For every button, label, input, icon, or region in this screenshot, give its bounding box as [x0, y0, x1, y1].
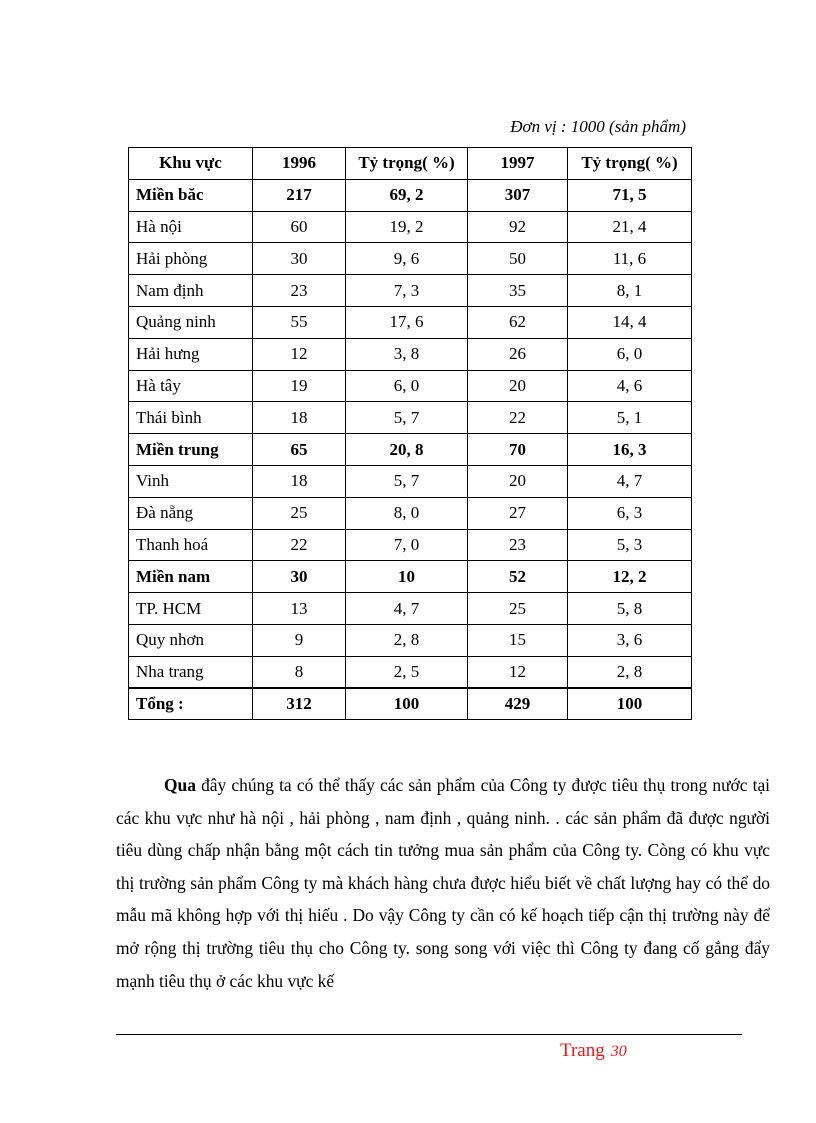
value-1997: 20	[468, 370, 568, 402]
share-1997: 11, 6	[568, 243, 692, 275]
value-1996: 18	[253, 465, 346, 497]
share-1997: 5, 1	[568, 402, 692, 434]
share-1996: 69, 2	[346, 179, 468, 211]
region-name: Miền nam	[129, 561, 253, 593]
share-1997: 71, 5	[568, 179, 692, 211]
value-1996: 23	[253, 275, 346, 307]
share-1996: 20, 8	[346, 434, 468, 466]
total-1996: 312	[253, 688, 346, 720]
share-1996: 8, 0	[346, 497, 468, 529]
value-1997: 27	[468, 497, 568, 529]
share-1996: 4, 7	[346, 593, 468, 625]
value-1996: 22	[253, 529, 346, 561]
table-row	[129, 211, 692, 243]
share-1997: 8, 1	[568, 275, 692, 307]
share-1997: 4, 7	[568, 465, 692, 497]
share-1997: 21, 4	[568, 211, 692, 243]
share-1996: 2, 8	[346, 624, 468, 656]
table-row	[129, 338, 692, 370]
table-header-row	[129, 148, 692, 180]
value-1997: 15	[468, 624, 568, 656]
table-row	[129, 529, 692, 561]
share-1996: 6, 0	[346, 370, 468, 402]
region-name: TP. HCM	[129, 593, 253, 625]
value-1997: 62	[468, 306, 568, 338]
region-name: Hà nội	[129, 211, 253, 243]
share-1996: 19, 2	[346, 211, 468, 243]
value-1996: 19	[253, 370, 346, 402]
share-1997: 14, 4	[568, 306, 692, 338]
region-name: Hà tây	[129, 370, 253, 402]
region-name: Quy nhơn	[129, 624, 253, 656]
share-1996: 7, 3	[346, 275, 468, 307]
table-row	[129, 243, 692, 275]
table-row	[129, 465, 692, 497]
share-1997: 4, 6	[568, 370, 692, 402]
share-1997: 2, 8	[568, 656, 692, 688]
share-1997: 3, 6	[568, 624, 692, 656]
total-share-1997: 100	[568, 688, 692, 720]
page-label: Trang	[560, 1040, 605, 1061]
table-row	[129, 179, 692, 211]
value-1997: 70	[468, 434, 568, 466]
value-1997: 52	[468, 561, 568, 593]
value-1996: 12	[253, 338, 346, 370]
table-row	[129, 402, 692, 434]
page-number-value: 30	[610, 1043, 627, 1060]
value-1996: 30	[253, 243, 346, 275]
table-row	[129, 497, 692, 529]
value-1997: 12	[468, 656, 568, 688]
share-1997: 12, 2	[568, 561, 692, 593]
value-1996: 65	[253, 434, 346, 466]
region-name: Hải phòng	[129, 243, 253, 275]
share-1996: 17, 6	[346, 306, 468, 338]
value-1997: 307	[468, 179, 568, 211]
share-1996: 5, 7	[346, 465, 468, 497]
table-row	[129, 434, 692, 466]
region-name: Miền băc	[129, 179, 253, 211]
region-name: Thái bình	[129, 402, 253, 434]
value-1997: 22	[468, 402, 568, 434]
header-share-1996: Tỷ trọng( %)	[346, 148, 468, 180]
share-1997: 6, 3	[568, 497, 692, 529]
region-name: Đà nẵng	[129, 497, 253, 529]
unit-note: Đơn vị : 1000 (sản phẩm)	[510, 117, 686, 136]
region-name: Quảng ninh	[129, 306, 253, 338]
total-label: Tổng :	[129, 688, 253, 720]
table-row	[129, 306, 692, 338]
table-row	[129, 624, 692, 656]
value-1997: 23	[468, 529, 568, 561]
share-1996: 5, 7	[346, 402, 468, 434]
share-1996: 10	[346, 561, 468, 593]
value-1996: 217	[253, 179, 346, 211]
total-share-1996: 100	[346, 688, 468, 720]
region-name: Vinh	[129, 465, 253, 497]
footer-divider	[116, 1034, 742, 1035]
table-row	[129, 370, 692, 402]
share-1997: 16, 3	[568, 434, 692, 466]
value-1997: 35	[468, 275, 568, 307]
total-1997: 429	[468, 688, 568, 720]
table-total-row	[129, 688, 692, 720]
share-1997: 6, 0	[568, 338, 692, 370]
region-name: Hải hưng	[129, 338, 253, 370]
share-1996: 2, 5	[346, 656, 468, 688]
paragraph-text: đây chúng ta có thể thấy các sản phẩm của Công ty được tiêu thụ trong nước tại các khu vực như hà nội , hải phòng , nam định , quảng ninh. . các sản phẩm đã được người tiêu dùng chấp nhận bằng một cách tin tưởng mua sản phẩm của Công ty. Còng có khu vực thị trường sản phẩm Công ty mà khách hàng chưa được hiểu biết về chất lượng hay có thể do mẫu mã không hợp với thị hiếu . Do vậy Công ty cần có kế hoạch tiếp cận thị trường này để mở rộng thị trường tiêu thụ cho Công ty. song song với việc thì Công ty đang cố gắng đẩy mạnh tiêu thụ ở các khu vực kế	[116, 775, 770, 991]
value-1996: 8	[253, 656, 346, 688]
region-name: Nha trang	[129, 656, 253, 688]
value-1997: 26	[468, 338, 568, 370]
value-1996: 13	[253, 593, 346, 625]
region-name: Miền trung	[129, 434, 253, 466]
body-paragraph	[116, 769, 770, 997]
share-1996: 9, 6	[346, 243, 468, 275]
sales-by-region-table	[128, 147, 692, 720]
value-1996: 55	[253, 306, 346, 338]
paragraph-first-word: Qua	[164, 775, 196, 795]
value-1997: 20	[468, 465, 568, 497]
value-1996: 30	[253, 561, 346, 593]
table-row	[129, 275, 692, 307]
header-share-1997: Tỷ trọng( %)	[568, 148, 692, 180]
page-number	[560, 1040, 627, 1062]
value-1996: 25	[253, 497, 346, 529]
value-1996: 60	[253, 211, 346, 243]
table-row	[129, 656, 692, 688]
header-1996: 1996	[253, 148, 346, 180]
share-1997: 5, 8	[568, 593, 692, 625]
value-1996: 18	[253, 402, 346, 434]
header-1997: 1997	[468, 148, 568, 180]
value-1997: 50	[468, 243, 568, 275]
region-name: Nam định	[129, 275, 253, 307]
share-1996: 3, 8	[346, 338, 468, 370]
value-1997: 92	[468, 211, 568, 243]
share-1997: 5, 3	[568, 529, 692, 561]
region-name: Thanh hoá	[129, 529, 253, 561]
table-row	[129, 593, 692, 625]
header-region: Khu vực	[129, 148, 253, 180]
table-row	[129, 561, 692, 593]
share-1996: 7, 0	[346, 529, 468, 561]
value-1997: 25	[468, 593, 568, 625]
value-1996: 9	[253, 624, 346, 656]
